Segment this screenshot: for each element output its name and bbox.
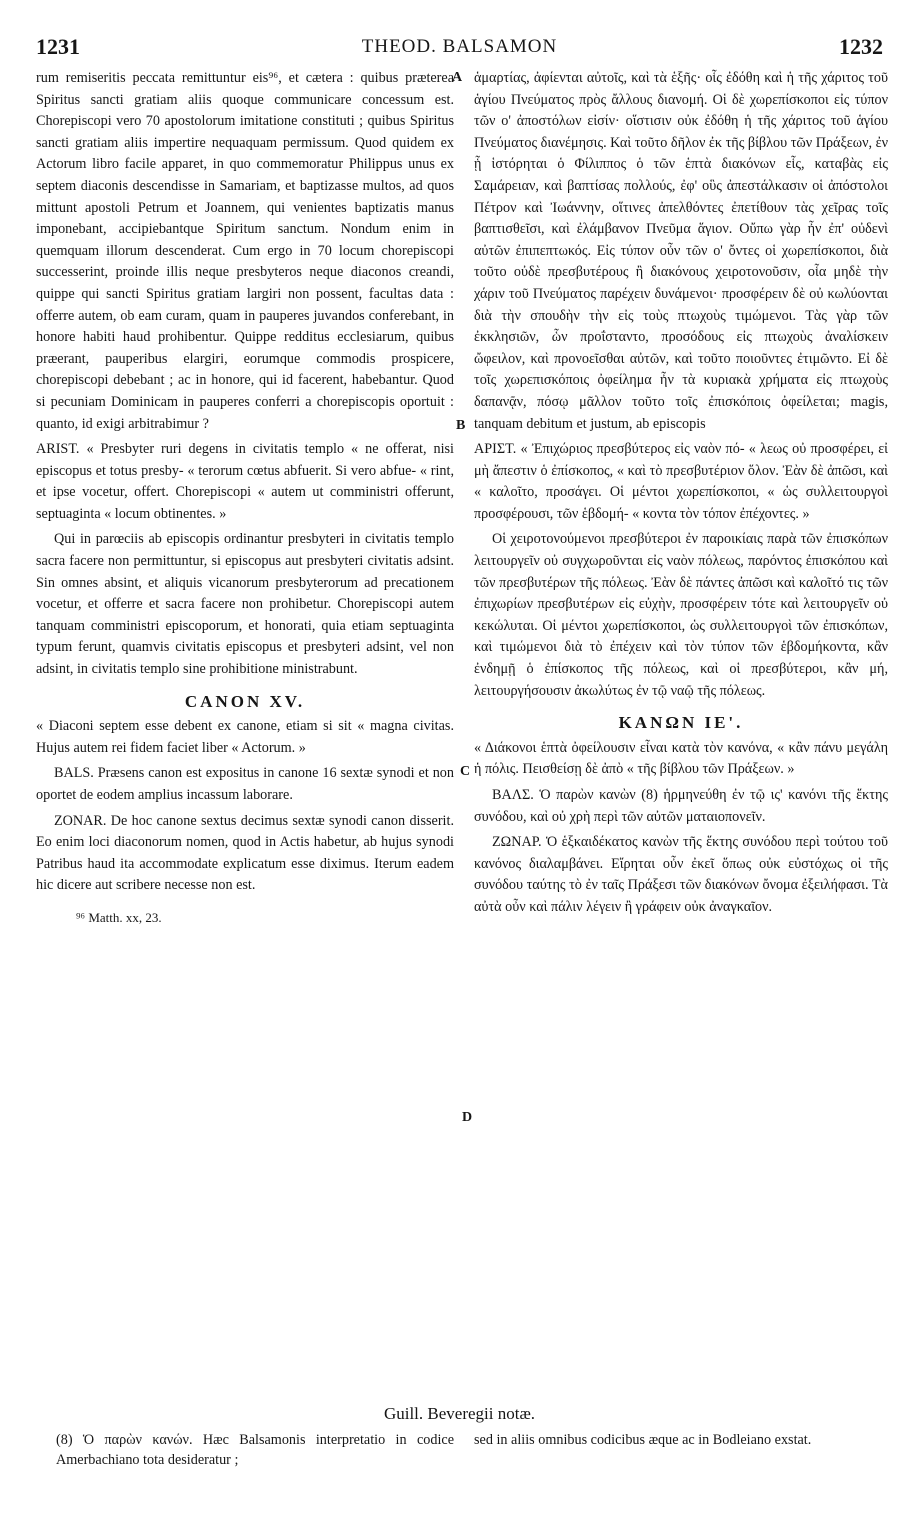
latin-column: [36, 68, 454, 929]
page-header: [30, 34, 889, 64]
notes-heading: Guill. Beveregii notæ.: [383, 1404, 536, 1423]
running-title: THEOD. BALSAMON: [361, 36, 558, 57]
greek-column: [474, 68, 888, 919]
page-number-right: 1232: [839, 34, 883, 59]
greek-canon-text: « Διάκονοι ἑπτὰ ὀφείλουσιν εἶναι κατὰ τὸν κανόνα, « κἂν πάνυ μεγάλη ἡ πόλις. Πεισθείσῃ δὲ ἀπὸ « τῆς βίβλου τῶν Πράξεων. »: [474, 739, 888, 778]
notes-left: [56, 1430, 454, 1470]
note-8-left: (8) Ὁ παρὼν κανών. Hæc Balsamonis interpretatio in codice Amerbachiano tota desideratur ;: [56, 1432, 454, 1468]
footnote: ⁹⁶ Matth. xx, 23.: [76, 909, 162, 925]
note-8-right: sed in aliis omnibus codicibus æque ac in Bodleiano exstat.: [474, 1432, 812, 1448]
greek-bals: ΒΑΛΣ. Ὁ παρὼν κανὼν (8) ἡρμηνεύθη ἐν τῷ ις' κανόνι τῆς ἕκτης συνόδου, καὶ οὐ χρὴ περὶ τῶν αὐτῶν ματαιοπονεῖν.: [474, 787, 888, 825]
latin-zonar: ZONAR. De hoc canone sextus decimus sextæ synodi canon disserit. Eo enim loci diaconorum nomen, quod in Actis habetur, ab hujus synodi Patribus haud ita accommodate explicatum esse diximus. Iterum eadem hic dicere aut scribere necesse non est.: [36, 812, 454, 894]
margin-marker-c: C: [460, 764, 471, 779]
margin-marker-b: B: [456, 418, 466, 433]
margin-marker-d: D: [462, 1110, 473, 1125]
page-number-left: 1231: [36, 34, 80, 59]
greek-commentary: ἁμαρτίας, ἀφίενται αὐτοῖς, καὶ τὰ ἑξῆς· οἷς ἐδόθη καὶ ἡ τῆς χάριτος τοῦ ἁγίου Πνεύματος πρὸς ἄλλους διανομή. Οἱ δὲ χωρεπίσκοποι εἰς τύπον τῶν ο' ἀποστόλων εἰσίν· οἵστισιν οὐκ ἐδόθη ἡ τῆς χάριτος τοῦ ἁγίου Πνεύματος διανέμησις. Καὶ τοῦτο δῆλον ἐκ τῆς βίβλου τῶν Πράξεων, ἐν ᾗ ἱστόρηται ὁ Φίλιππος ὁ τῶν ἑπτὰ διακόνων εἷς, καταβὰς εἰς Σαμάρειαν, καὶ βαπτίσας πολλούς, ἐφ' οὓς ἀπεστάλκασιν οἱ ἀπόστολοι Πέτρον καὶ Ἰωάννην, οἵτινες ἀπελθόντες ἐπετίθουν τὰς χεῖρας τοῖς βαπτισθεῖσι, καὶ ἐλάμβανον Πνεῦμα ἅγιον. Οὔπω γὰρ ἦν ἐπ' οὐδενὶ αὐτῶν ἐπιπεπτωκός. Εἰς τύπον οὖν τῶν ο' ὄντες οἱ χωρεπίσκοποι, διὰ τοῦτο οὐδὲ πρεσβυτέρους ἢ διακόνους χειροτονοῦσιν, οἷα μηδὲ τὴν χάριν τοῦ Πνεύματος παρέχειν δυνάμενοι· προσφέρειν δὲ οὐ κωλύονται διὰ τὴν σπουδὴν τὴν εἰς τοὺς πτωχοὺς τιμώμενοι. Τὰς γὰρ τῶν ἐκκλησιῶν, ὧν προΐσταντο, προσόδους εἰς πτωχοὺς ἀναλίσκειν ὤφειλον, καὶ προνοεῖσθαι αὐτῶν, καὶ τοῦτο ποιοῦντες ἐτιμῶντο. Εἰ δὲ τοῖς χωρεπισκόποις ὀφείλημα ἦν τὰ κυριακὰ χρήματα εἰς πτωχοὺς δαπανᾷν, πόσῳ μᾶλλον τοῦτο τοῖς ἐπισκόποις ὀφείλεται; magis, tanquam debitum et justum, ab episcopis: [474, 70, 888, 432]
latin-commentary: rum remiseritis peccata remittuntur eis⁹⁶, et cætera : quibus præterea Spiritus sancti gratiam aliis quoque communicare concessum est. Chorepiscopi vero 70 apostolorum imitatione constituti ; quibus Spiritus sancti gratiam aliis impertire nequaquam permissum. Quod quidem ex Actorum libro facile apparet, in quo commemoratur Philippus unus ex septem diaconis descendisse in Samariam, et baptizasse multos, ad quos mittunt apostoli Petrum et Joannem, qui venientes baptizatis manus imponebant, accipiebantque Spiritum sanctum. Nondum enim in quemquam illorum descenderat. Cum ergo in 70 locum chorepiscopi successerint, proinde illis neque presbyteros neque diaconos creandi, quippe qui sancti Spiritus gratiam largiri non possent, facultas data : offerre autem, ob eam curam, quam in pauperes juvandos conferebant, in honore habiti haud prohibentur. Quippe redditus ecclesiarum, quibus præerant, pauperibus elargiri, eorumque commodis prospicere, chorepiscopi debebant ; ac in honore, qui id facerent, habebantur. Quod si pecuniam Dominicam in pauperes conferri a chorepiscopis oportuit : quanto, id exigi arbitrabimur ?: [36, 70, 454, 432]
greek-zonar: ΖΩΝΑΡ. Ὁ ἑξκαιδέκατος κανὼν τῆς ἕκτης συνόδου περὶ τούτου τοῦ κανόνος διαλαμβάνει. Εἴρηται οὖν ἐκεῖ ὅπως οὐκ εὐστόχως οἱ τῆς συνόδου ταύτης τὸ ἐν ταῖς Πράξεσι τῶν διακόνων ὄνομα ἐξειλήφασι. Τὰ αὐτὰ οὖν καὶ πάλιν λέγειν ἢ γράφειν οὐκ ἀναγκαῖον.: [474, 834, 888, 915]
latin-canon-text: « Diaconi septem esse debent ex canone, etiam si sit « magna civitas. Hujus autem rei fidem faciet liber « Actorum. »: [36, 718, 454, 756]
margin-marker-a: A: [452, 70, 463, 85]
greek-canon-heading: ΚΑΝΩΝ ΙΕ'.: [618, 713, 744, 733]
latin-explanation: Qui in parœciis ab episcopis ordinantur presbyteri in civitatis templo sacra facere non permittuntur, si episcopus aut presbyteri civitatis adsint. Sin omnes absint, et aliquis vicanorum presbyterorum ad precationem vocetur, et offerre et sacra facere non prohibetur. Chorepiscopi autem tanquam comministri episcoporum, et honorati, quia etiam septuaginta typum ferunt, quamvis civitatis episcopus et presbyteri adsint, vel non adsint, in civitatis templo sine prohibitione ministrabunt.: [36, 531, 454, 678]
greek-explanation: Οἱ χειροτονούμενοι πρεσβύτεροι ἐν παροικίαις παρὰ τῶν ἐπισκόπων λειτουργεῖν οὐ συγχωροῦνται εἰς ναὸν πόλεως, παρόντος ἐπισκόπου καὶ τῶν πρεσβυτέρων τῆς πόλεως. Ἐὰν δὲ πάντες ἀπῶσι καὶ καλοῖτό τις τῶν ἐπιχωρίων πρεσβυτέρων εἰς εὐχὴν, προσφέρειν τότε καὶ λειτουργεῖν οὐ κεκώλυται. Οἱ μέντοι χωρεπίσκοποι, ὡς συλλειτουργοὶ τῶν ἐπισκόπων, καὶ τιμώμενοι διὰ τὸ ἐπέχειν καὶ τὸν τύπον τῶν ἑβδομήκοντα, κἂν ἐνδημῇ ὁ ἐπίσκοπος τῆς πόλεως, καὶ οἱ πρεσβύτεροι, κἂν μή, λειτουργήσουσιν ἀκωλύτως ἐν τῷ ναῷ τῆς πόλεως.: [474, 531, 888, 699]
latin-canon-heading: CANON XV.: [184, 691, 306, 711]
greek-arist: ΑΡΙΣΤ. « Ἐπιχώριος πρεσβύτερος εἰς ναὸν πό- « λεως οὐ προσφέρει, εἰ μὴ ἄπεστιν ὁ ἐπίσκοπος, « καὶ τὸ πρεσβυτέριον ὅλον. Ἐὰν δὲ ἀπῶσι, καὶ « καλοῖτο, προσάγει. Οἱ μέντοι χωρεπίσκοποι, « ὡς συλλειτουργοὶ προσφέρουσι, τῶν ἑβδομή- « κοντα τὸν τόπον ἐπέχοντες. »: [474, 441, 888, 522]
latin-arist: ARIST. « Presbyter ruri degens in civitatis templo « ne offerat, nisi episcopus et totus presby- « terorum cœtus abfuerit. Si vero abfue- « rint, et ipse vocetur, offert. Chorepiscopi « autem ut comministri offerunt, septuaginta « locum obtinentes. »: [36, 441, 454, 522]
notes-right: [474, 1430, 888, 1450]
latin-bals: BALS. Præsens canon est expositus in canone 16 sextæ synodi et non oportet de eodem amplius incassum laborare.: [36, 765, 454, 803]
